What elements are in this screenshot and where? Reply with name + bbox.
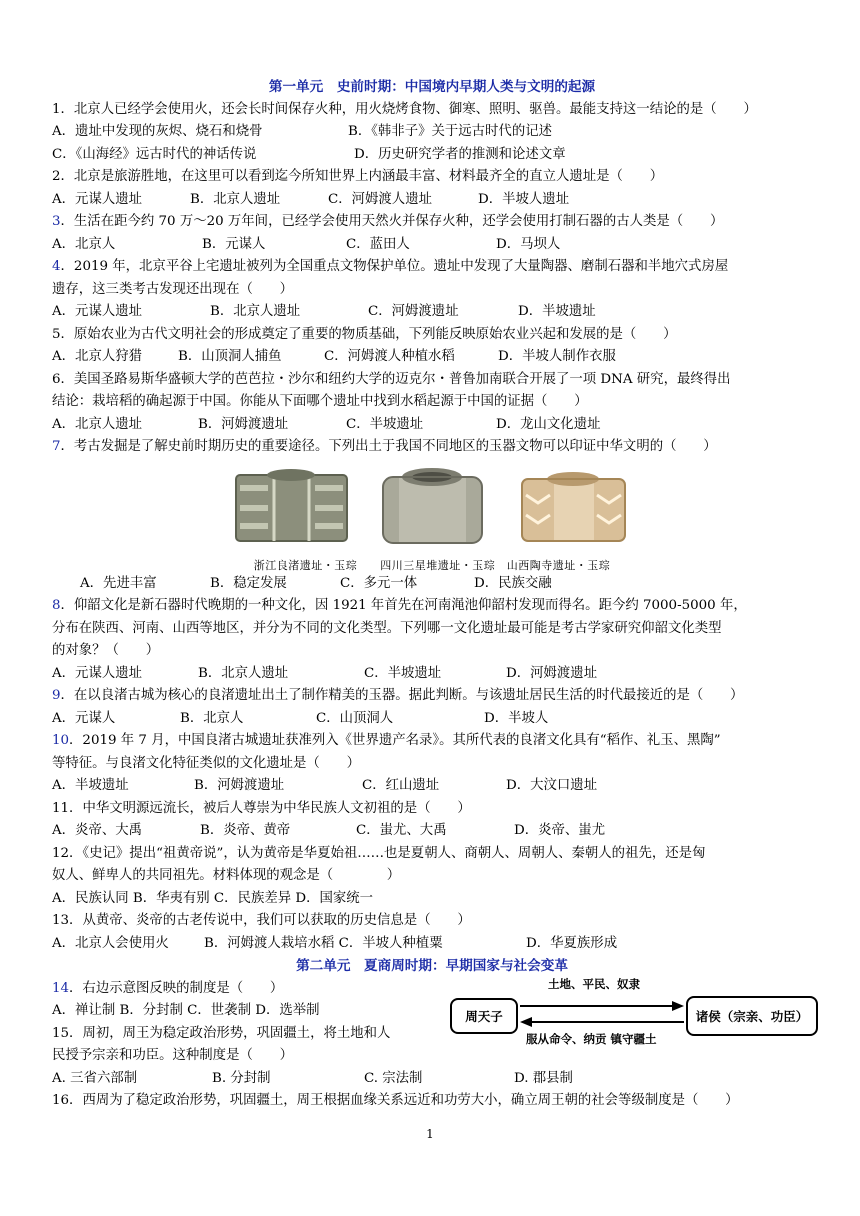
q15-options: A. 三省六部制 B. 分封制 C. 宗法制 D. 郡县制 (52, 1070, 573, 1086)
caption-liangzhu: 浙江良渚遗址・玉琮 (253, 558, 358, 572)
q4-stem-line1: 4．2019 年，北京平谷上宅遗址被列为全国重点文物保护单位。遗址中发现了大量陶器、磨制石器和半地穴式房屋 (52, 259, 729, 274)
unit2-title: 第二单元 夏商周时期：早期国家与社会变革 (296, 958, 568, 974)
duty-label: 服从命令、纳贡 镇守疆土 (526, 1031, 657, 1046)
q10-stem-line2: 等特征。与良渚文化特征类似的文化遗址是（ ） (52, 755, 360, 771)
q16-stem: 16．西周为了稳定政治形势，巩固疆土，周王根据血缘关系远近和功劳大小，确立周王朝的社会等级制度是（ ） (52, 1093, 739, 1108)
q13-stem: 13．从黄帝、炎帝的古老传说中，我们可以获取的历史信息是（ ） (52, 913, 471, 928)
jade-cong-taosi-image (516, 465, 631, 547)
jade-captions (52, 551, 812, 573)
q4-stem-line2: 遗存，这三类考古发现还出现在（ ） (52, 281, 294, 297)
unit1-title: 第一单元 史前时期：中国境内早期人类与文明的起源 (268, 79, 596, 95)
q6-stem-line2: 结论：栽培稻的确起源于中国。你能从下面哪个遗址中找到水稻起源于中国的证据（ ） (52, 394, 588, 409)
q15-stem-line1: 15．周初，周王为稳定政治形势，巩固疆土，将土地和人 (52, 1025, 391, 1041)
grant-arrow-icon (518, 998, 686, 1030)
zhuhou-box: 诸侯（宗亲、功臣） (686, 996, 818, 1036)
worksheet-page (52, 76, 812, 1113)
q9-stem: 9．在以良渚古城为核心的良渚遗址出土了制作精美的玉器。据此判断。与该遗址居民生活的时代最接近的是（ ） (52, 688, 744, 703)
q12-stem-line2: 奴人、鲜卑人的共同祖先。材料体现的观念是（ ） (52, 868, 401, 883)
caption-sanxingdui: 四川三星堆遗址・玉琮 (380, 558, 496, 572)
q1-options-ab: A．遗址中发现的灰烬、烧石和烧骨 B．《韩非子》关于远古时代的记述 (52, 124, 552, 139)
q7-options: A．先进丰富 B．稳定发展 C．多元一体 D．民族交融 (80, 575, 552, 591)
q5-stem: 5．原始农业为古代文明社会的形成奠定了重要的物质基础，下列能反映原始农业兴起和发展的是（ ） (52, 326, 677, 342)
zhou-tianzi-box: 周天子 (450, 998, 518, 1034)
q1-options-cd: C．《山海经》远古时代的神话传说 D．历史研究学者的推测和论述文章 (52, 146, 566, 162)
q8-stem-line1: 8．仰韶文化是新石器时代晚期的一种文化，因 1921 年首先在河南渑池仰韶村发现而得名。距今约 7000-5000 年， (52, 598, 747, 613)
q8-stem-line2: 分布在陕西、河南、山西等地区，并分为不同的文化类型。下列哪一文化遗址最可能是考古学家研究仰韶文化类型 (52, 620, 722, 636)
jade-images (52, 465, 812, 551)
q14-block (52, 978, 812, 1091)
q15-stem-line2: 民授予宗亲和功臣。这种制度是（ ） (52, 1048, 294, 1063)
q3-stem: 3．生活在距今约 70 万～20 万年间，已经学会使用天然火并保存火种，还学会使用打制石器的古人类是（ ） (52, 214, 724, 229)
grant-label: 土地、平民、奴隶 (548, 976, 640, 991)
q14-stem: 14．右边示意图反映的制度是（ ） (52, 980, 284, 996)
jade-cong-sanxingdui-image (375, 465, 490, 547)
q4-options: A．元谋人遗址 B．北京人遗址 C．河姆渡遗址 D．半坡遗址 (52, 304, 596, 319)
q12-stem-line1: 12．《史记》提出“祖黄帝说”，认为黄帝是华夏始祖……也是夏朝人、商朝人、周朝人、秦朝人的祖先，还是匈 (52, 845, 706, 861)
q10-stem-line1: 10．2019 年 7 月，中国良渚古城遗址获准列入《世界遗产名录》。其所代表的良渚文化具有“稻作、礼玉、黑陶” (52, 733, 721, 748)
q7-stem: 7．考古发掘是了解史前时期历史的重要途径。下列出土于我国不同地区的玉器文物可以印证中华文明的（ ） (52, 439, 717, 454)
jade-cong-liangzhu-image (234, 465, 349, 547)
q5-options: A．北京人狩猎 B．山顶洞人捕鱼 C．河姆渡人种植水稻 D．半坡人制作衣服 (52, 349, 616, 364)
q11-stem: 11．中华文明源远流长，被后人尊崇为中华民族人文初祖的是（ ） (52, 800, 471, 816)
q14-options: A．禅让制 B．分封制 C．世袭制 D．选举制 (52, 1003, 320, 1018)
caption-taosi: 山西陶寺遗址・玉琮 (506, 558, 611, 572)
q1-stem: 1．北京人已经学会使用火，还会长时间保存火种，用火烧烤食物、御寒、照明、驱兽。最能支持这一结论的是（ ） (52, 101, 757, 117)
q2-options: A．元谋人遗址 B．北京人遗址 C．河姆渡人遗址 D．半坡人遗址 (52, 191, 570, 207)
q11-options: A．炎帝、大禹 B．炎帝、黄帝 C．蚩尤、大禹 D．炎帝、蚩尤 (52, 823, 606, 838)
q8-options: A．元谋人遗址 B．北京人遗址 C．半坡遗址 D．河姆渡遗址 (52, 665, 598, 681)
q12-options: A．民族认同 B．华夷有别 C．民族差异 D．国家统一 (52, 890, 374, 906)
q3-options: A．北京人 B．元谋人 C．蓝田人 D．马坝人 (52, 236, 561, 252)
q6-options: A．北京人遗址 B．河姆渡遗址 C．半坡遗址 D．龙山文化遗址 (52, 416, 601, 432)
q10-options: A．半坡遗址 B．河姆渡遗址 C．红山遗址 D．大汶口遗址 (52, 778, 598, 793)
q6-stem-line1: 6．美国圣路易斯华盛顿大学的芭芭拉・沙尔和纽约大学的迈克尔・普鲁加南联合开展了一项 DNA 研究，最终得出 (52, 371, 731, 387)
q8-stem-line3: 的对象？（ ） (52, 643, 160, 658)
page-number: 1 (426, 1127, 434, 1141)
fengjian-diagram (450, 976, 818, 1048)
q2-stem: 2．北京是旅游胜地，在这里可以看到迄今所知世界上内涵最丰富、材料最齐全的直立人遗址是（ ） (52, 169, 664, 184)
q9-options: A．元谋人 B．北京人 C．山顶洞人 D．半坡人 (52, 710, 549, 726)
q13-options: A．北京人会使用火 B．河姆渡人栽培水稻 C．半坡人种植粟 D．华夏族形成 (52, 935, 618, 951)
